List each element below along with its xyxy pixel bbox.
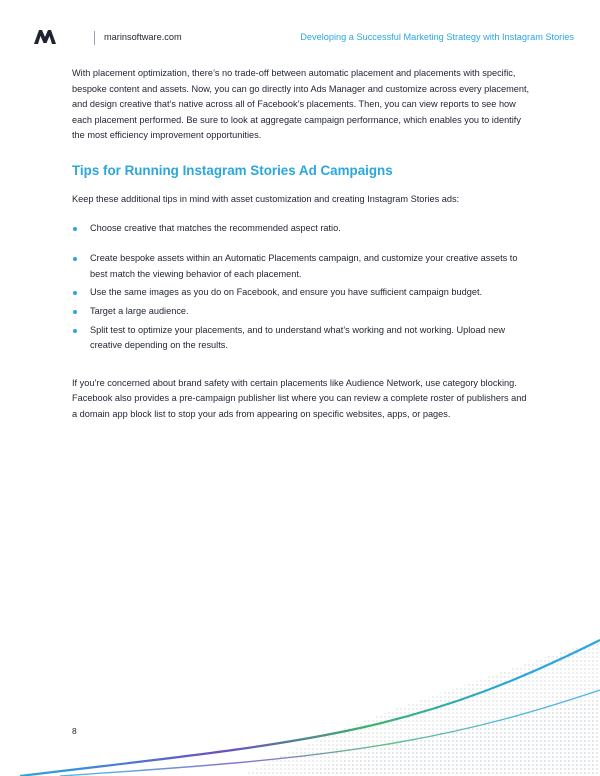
section-heading: Tips for Running Instagram Stories Ad Campaigns bbox=[72, 162, 393, 178]
list-item: Split test to optimize your placements, and to understand what’s working and not working. Upload new creative depending on the results. bbox=[72, 323, 532, 354]
list-item: Use the same images as you do on Facebook, and ensure you have sufficient campaign budget. bbox=[72, 285, 532, 301]
site-url[interactable]: marinsoftware.com bbox=[104, 32, 182, 42]
page-number: 8 bbox=[72, 726, 77, 736]
intro-paragraph: With placement optimization, there’s no trade-off between automatic placement and placements with specific, bespoke content and assets. Now, you can go directly into Ads Manager and customize across every placement, and design creative that’s native across all of Facebook’s placements. Then, you can view reports to see how each placement performed. Be sure to look at aggregate campaign performance, which enables you to identify the most efficiency improvement opportunities. bbox=[72, 68, 530, 141]
closing-paragraph: If you’re concerned about brand safety with certain placements like Audience Network, use category blocking. Facebook also provides a pre-campaign publisher list where you can review a complete roster of publishers and a domain app block list to stop your ads from appearing on specific websites, apps, or pages. bbox=[72, 377, 527, 419]
list-item: Create bespoke assets within an Automatic Placements campaign, and customize your creative assets to best match the viewing behavior of each placement. bbox=[72, 251, 532, 282]
document-title: Developing a Successful Marketing Strategy with Instagram Stories bbox=[300, 32, 574, 42]
lead-paragraph: Keep these additional tips in mind with asset customization and creating Instagram Stories ads: bbox=[72, 193, 460, 204]
list-item: Choose creative that matches the recommended aspect ratio. bbox=[72, 221, 532, 237]
list-item: Target a large audience. bbox=[72, 304, 532, 320]
